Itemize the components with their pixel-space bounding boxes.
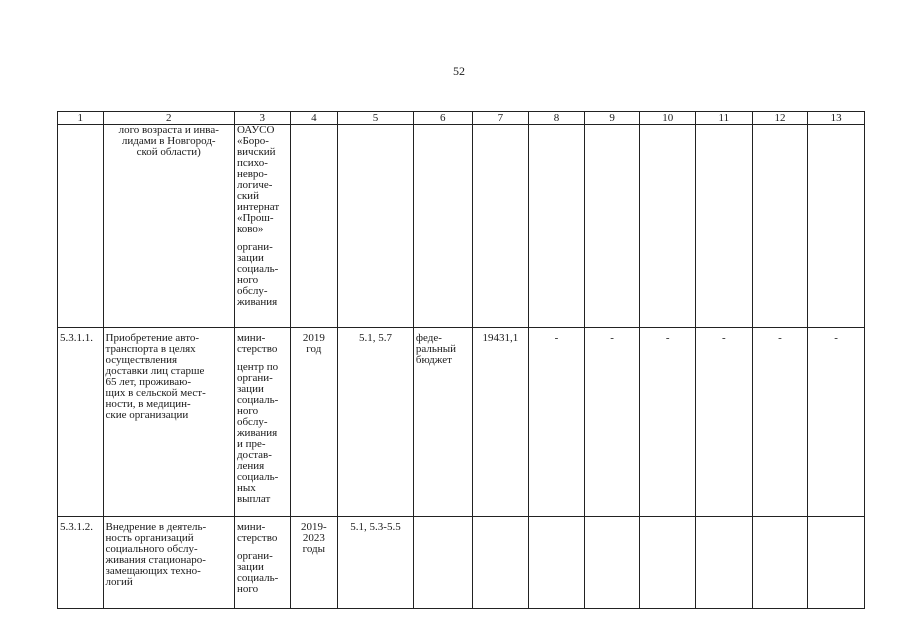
funding-value (696, 517, 753, 609)
funding-value (529, 125, 585, 328)
header-cell: 10 (640, 112, 696, 125)
header-cell: 13 (808, 112, 865, 125)
period (290, 125, 338, 328)
header-cell: 8 (529, 112, 585, 125)
funding-value (808, 517, 865, 609)
funding-value (529, 517, 585, 609)
funding-value: - (529, 328, 585, 517)
activity-name: лого возраста и инва- лидами в Новгород- ской области) (103, 125, 234, 328)
target-goals (338, 125, 414, 328)
responsible-org: органи- зации социаль- ного (236, 550, 279, 595)
funding-value: - (640, 328, 696, 517)
responsible-org: мини- стерство (236, 332, 278, 355)
header-cell: 7 (472, 112, 529, 125)
responsible-orgs (234, 328, 290, 517)
funding-value: - (584, 328, 640, 517)
funding-value: - (808, 328, 865, 517)
target-goals: 5.1, 5.7 (338, 328, 414, 517)
header-cell: 5 (338, 112, 414, 125)
funding-value (640, 125, 696, 328)
activity-number: 5.3.1.1. (58, 328, 104, 517)
period: 2019 год (290, 328, 338, 517)
funding-value (584, 125, 640, 328)
table-row (58, 125, 865, 328)
table-row (58, 328, 865, 517)
funding-source (413, 125, 472, 328)
funding-value: 19431,1 (472, 328, 529, 517)
funding-value: - (752, 328, 808, 517)
funding-value (752, 125, 808, 328)
funding-value (584, 517, 640, 609)
activity-name: Внедрение в деятель- ность организаций социального обслу- живания стационаро- замещающих техно- логий (103, 517, 234, 609)
responsible-orgs (234, 125, 290, 328)
funding-value (472, 125, 529, 328)
header-cell: 6 (413, 112, 472, 125)
header-cell: 1 (58, 112, 104, 125)
header-cell: 12 (752, 112, 808, 125)
funding-value: - (696, 328, 753, 517)
program-activities-table (57, 111, 865, 609)
header-cell: 11 (696, 112, 753, 125)
activity-number (58, 125, 104, 328)
responsible-org: центр по органи- зации социаль- ного обслу- живания и пре- достав- ления социаль- ных выплат (236, 361, 279, 505)
header-cell: 3 (234, 112, 290, 125)
activity-number: 5.3.1.2. (58, 517, 104, 609)
column-numbers-row (58, 112, 865, 125)
responsible-org: мини- стерство (236, 521, 278, 544)
period: 2019- 2023 годы (290, 517, 338, 609)
page-number: 52 (453, 64, 465, 78)
header-cell: 4 (290, 112, 338, 125)
responsible-orgs (234, 517, 290, 609)
responsible-org: ОАУСО «Боро- вичский психо- невро- логиче- ский интернат «Прош- ково» (236, 124, 280, 235)
header-cell: 2 (103, 112, 234, 125)
funding-value (808, 125, 865, 328)
funding-source: феде- ральный бюджет (413, 328, 472, 517)
funding-value (472, 517, 529, 609)
table-row (58, 517, 865, 609)
target-goals: 5.1, 5.3-5.5 (338, 517, 414, 609)
responsible-org: органи- зации социаль- ного обслу- живания (236, 241, 279, 308)
header-cell: 9 (584, 112, 640, 125)
funding-value (752, 517, 808, 609)
funding-value (696, 125, 753, 328)
activity-name: Приобретение авто- транспорта в целях осуществления доставки лиц старше 65 лет, проживаю- щих в сельской мест- ности, в медицин- ские организации (103, 328, 234, 517)
funding-value (640, 517, 696, 609)
funding-source (413, 517, 472, 609)
